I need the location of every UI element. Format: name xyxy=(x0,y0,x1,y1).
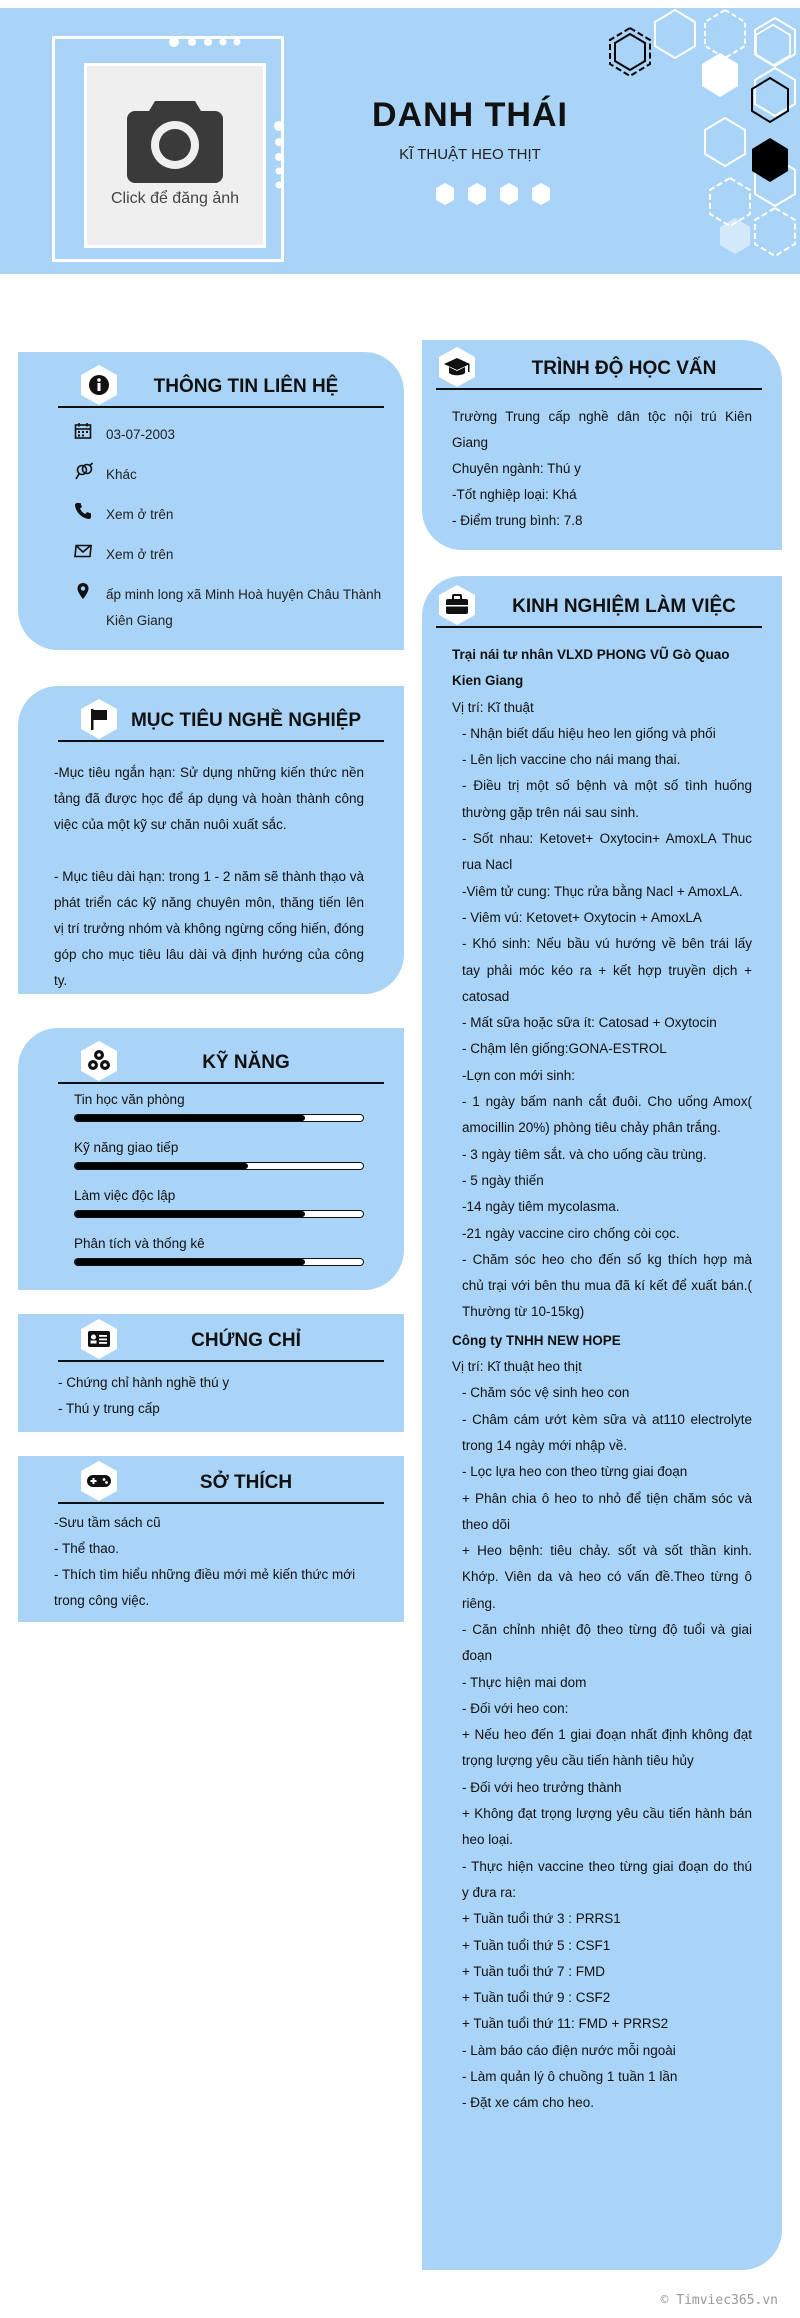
hobbies-title: SỞ THÍCH xyxy=(199,1472,293,1493)
job-duty-item: - Thực hiện vaccine theo từng giai đoạn do thú y đưa ra: xyxy=(462,1858,752,1900)
job-duty-item: - Điều trị một số bệnh và một số tình huống thường gặp trên nái sau sinh. xyxy=(462,778,752,820)
objective-short-term: -Mục tiêu ngắn hạn: Sử dụng những kiến thức nền tảng đã được học để áp dụng và hoàn thành công việc của một kỹ sư chăn nuôi xuất sắc. xyxy=(54,765,364,832)
dots-decoration xyxy=(168,36,248,48)
education-gpa: - Điểm trung bình: 7.8 xyxy=(452,513,583,528)
briefcase-icon xyxy=(436,584,478,626)
skill-level-bar xyxy=(74,1114,364,1122)
job-duty-item: -21 ngày vaccine ciro chống còi cọc. xyxy=(462,1225,680,1241)
education-grade: -Tốt nghiệp loại: Khá xyxy=(452,487,577,502)
job-duty-item: - Khó sinh: Nếu bầu vú hướng về bên trái lấy tay phải móc kéo ra + kết hợp truyền dịch + catosad xyxy=(462,936,752,1004)
experience-section xyxy=(422,576,782,2270)
photo-upload-label: Click để đăng ảnh xyxy=(110,190,240,207)
job-duty-item: -Viêm tử cung: Thục rửa bằng Nacl + AmoxLA. xyxy=(462,883,743,899)
education-section xyxy=(422,340,782,550)
hexagon-row-decoration xyxy=(433,180,553,208)
job-duty-item: - 1 ngày bấm nanh cắt đuôi. Cho uống Amox( amocillin 20%) phòng tiêu chảy phân trắng. xyxy=(462,1094,752,1136)
skills-section xyxy=(18,1028,404,1290)
graduation-cap-icon xyxy=(436,346,478,388)
objective-title: MỤC TIÊU NGHỀ NGHIỆP xyxy=(130,710,362,731)
footer-watermark: © Timviec365.vn xyxy=(660,2293,778,2308)
job-duty-item: + Nếu heo đến 1 giai đoạn nhất định không đạt trọng lượng yêu cầu tiến hành tiêu hủy xyxy=(462,1727,752,1769)
job-duty-item: -14 ngày tiêm mycolasma. xyxy=(462,1199,620,1215)
hexagon-pattern-decoration xyxy=(590,8,800,274)
job-duty-item: + Tuần tuổi thứ 5 : CSF1 xyxy=(462,1937,611,1953)
phone-icon xyxy=(74,502,92,520)
job-duty-item: -Lợn con mới sinh: xyxy=(462,1067,575,1083)
gender-icon xyxy=(72,462,96,480)
job-duty-item: + Tuần tuổi thứ 7 : FMD xyxy=(462,1963,605,1979)
education-title-row xyxy=(436,352,762,390)
skill-item: Kỹ năng giao tiếp xyxy=(74,1140,364,1170)
job-duty-item: - Lên lịch vaccine cho nái mang thai. xyxy=(462,752,681,768)
job-duty-item: - Đối với heo con: xyxy=(462,1700,569,1716)
objective-section xyxy=(18,686,404,994)
cv-header xyxy=(0,8,800,274)
education-major: Chuyên ngành: Thú y xyxy=(452,461,581,476)
hobby-item: -Sưu tầm sách cũ xyxy=(54,1515,161,1530)
hobbies-title-row xyxy=(58,1466,384,1504)
job-duties xyxy=(452,1380,752,2116)
skill-level-bar xyxy=(74,1162,364,1170)
job-position: Vị trí: Kĩ thuật heo thịt xyxy=(452,1359,582,1375)
job-duty-item: + Phân chia ô heo to nhỏ để tiện chăm sóc và theo dõi xyxy=(462,1490,752,1532)
job-duty-item: + Tuần tuổi thứ 9 : CSF2 xyxy=(462,1990,611,2006)
education-title: TRÌNH ĐỘ HỌC VẤN xyxy=(531,358,717,379)
job-company: Trại nái tư nhân VLXD PHONG VŨ Gò Quao Kien Giang xyxy=(452,647,730,689)
job-duty-item: - Nhận biết dấu hiệu heo len giống và phối xyxy=(462,725,716,741)
camera-icon xyxy=(125,93,225,185)
experience-title: KINH NGHIỆM LÀM VIỆC xyxy=(512,596,736,617)
education-school: Trường Trung cấp nghề dân tộc nội trú Kiên Giang xyxy=(452,409,752,450)
upload-photo-button[interactable] xyxy=(84,63,266,248)
experience-body xyxy=(452,642,752,2117)
job-duty-item: - 3 ngày tiêm sắt. và cho uống cầu trùng. xyxy=(462,1146,707,1162)
certificates-title-row xyxy=(58,1324,384,1362)
job-position: Vị trí: Kĩ thuật xyxy=(452,699,534,715)
job-duties xyxy=(452,721,752,1326)
certificate-item: - Thú y trung cấp xyxy=(58,1401,160,1416)
job-duty-item: + Tuần tuổi thứ 11: FMD + PRRS2 xyxy=(462,2016,669,2032)
job-duty-item: - Mất sữa hoặc sữa ít: Catosad + Oxytocin xyxy=(462,1015,717,1031)
dots-decoration xyxy=(273,120,285,200)
skill-item: Làm việc độc lập xyxy=(74,1188,364,1218)
email-icon xyxy=(74,542,92,560)
candidate-name[interactable]: DANH THÁI xyxy=(372,96,568,134)
certificate-item: - Chứng chỉ hành nghề thú y xyxy=(58,1375,230,1390)
objective-long-term: - Mục tiêu dài hạn: trong 1 - 2 năm sẽ thành thạo và phát triển các kỹ năng chuyên môn, thăng tiến lên vị trí trưởng nhóm và không ngừng cống hiến, đóng góp cho mục tiêu lâu dài và định hướng của công ty. xyxy=(54,869,364,988)
job-duty-item: - Thực hiện mai dom xyxy=(462,1674,587,1690)
candidate-role[interactable]: KĨ THUẬT HEO THỊT xyxy=(399,146,541,163)
location-icon xyxy=(74,582,92,600)
skill-item: Tin học văn phòng xyxy=(74,1092,364,1122)
job-duty-item: - Đối với heo trưởng thành xyxy=(462,1779,622,1795)
job-duty-item: - 5 ngày thiến xyxy=(462,1172,544,1188)
job-duty-item: - Căn chỉnh nhiệt độ theo từng độ tuổi và giai đoạn xyxy=(462,1621,752,1664)
skill-level-bar xyxy=(74,1210,364,1218)
job-duty-item: + Không đạt trọng lượng yêu cầu tiến hành bán heo loại. xyxy=(462,1806,752,1848)
job-duty-item: + Heo bệnh: tiêu chảy. sốt và sốt thần kinh. Khớp. Viên da và heo có vấn đề.Theo từng ô riêng. xyxy=(462,1543,752,1611)
objective-title-row xyxy=(58,704,384,742)
job-duty-item: - Chăm sóc heo cho đến số kg thích hợp mà chủ trại với bên thu mua đã kí kết để xuất bán.( Thường từ 10-15kg) xyxy=(462,1251,752,1320)
calendar-icon xyxy=(74,422,92,440)
certificates-title: CHỨNG CHỈ xyxy=(191,1330,301,1351)
certificates-section xyxy=(18,1314,404,1432)
job-duty-item: - Lọc lựa heo con theo từng giai đoạn xyxy=(462,1464,688,1480)
job-duty-item: - Chăm sóc vệ sinh heo con xyxy=(462,1385,630,1401)
job-duty-item: - Làm quản lý ô chuồng 1 tuần 1 lần xyxy=(462,2069,678,2085)
skill-item: Phân tích và thống kê xyxy=(74,1236,364,1266)
skills-title-row xyxy=(58,1046,384,1084)
contact-section: THÔNG TIN LIÊN HỆ 03-07-2003 Khác Xem ở trên Xem ở trên ấp minh long xã Minh Hoà huyện Châu Thành Kiên Giang xyxy=(18,352,404,650)
job-duty-item: - Châm cám ướt kèm sữa và at110 electrolyte trong 14 ngày mới nhập về. xyxy=(462,1411,752,1453)
hobby-item: - Thích tìm hiểu những điều mới mẻ kiến thức mới trong công việc. xyxy=(54,1567,356,1608)
job-company: Công ty TNHH NEW HOPE xyxy=(452,1332,621,1348)
job-duty-item: + Tuần tuổi thứ 3 : PRRS1 xyxy=(462,1911,621,1927)
contact-title-row xyxy=(58,370,384,408)
job-duty-item: - Làm báo cáo điện nước mỗi ngoài xyxy=(462,2042,676,2058)
job-duty-item: - Đặt xe cám cho heo. xyxy=(462,2095,595,2111)
hobbies-section xyxy=(18,1456,404,1622)
job-duty-item: - Chậm lên giống:GONA-ESTROL xyxy=(462,1041,667,1057)
job-duty-item: - Viêm vú: Ketovet+ Oxytocin + AmoxLA xyxy=(462,909,702,925)
job-duty-item: - Sốt nhau: Ketovet+ Oxytocin+ AmoxLA Thuc rua Nacl xyxy=(462,831,752,873)
hobby-item: - Thể thao. xyxy=(54,1541,120,1556)
skills-title: KỸ NĂNG xyxy=(202,1052,290,1073)
contact-title: THÔNG TIN LIÊN HỆ xyxy=(153,376,339,397)
skill-level-bar xyxy=(74,1258,364,1266)
experience-title-row xyxy=(436,590,762,628)
